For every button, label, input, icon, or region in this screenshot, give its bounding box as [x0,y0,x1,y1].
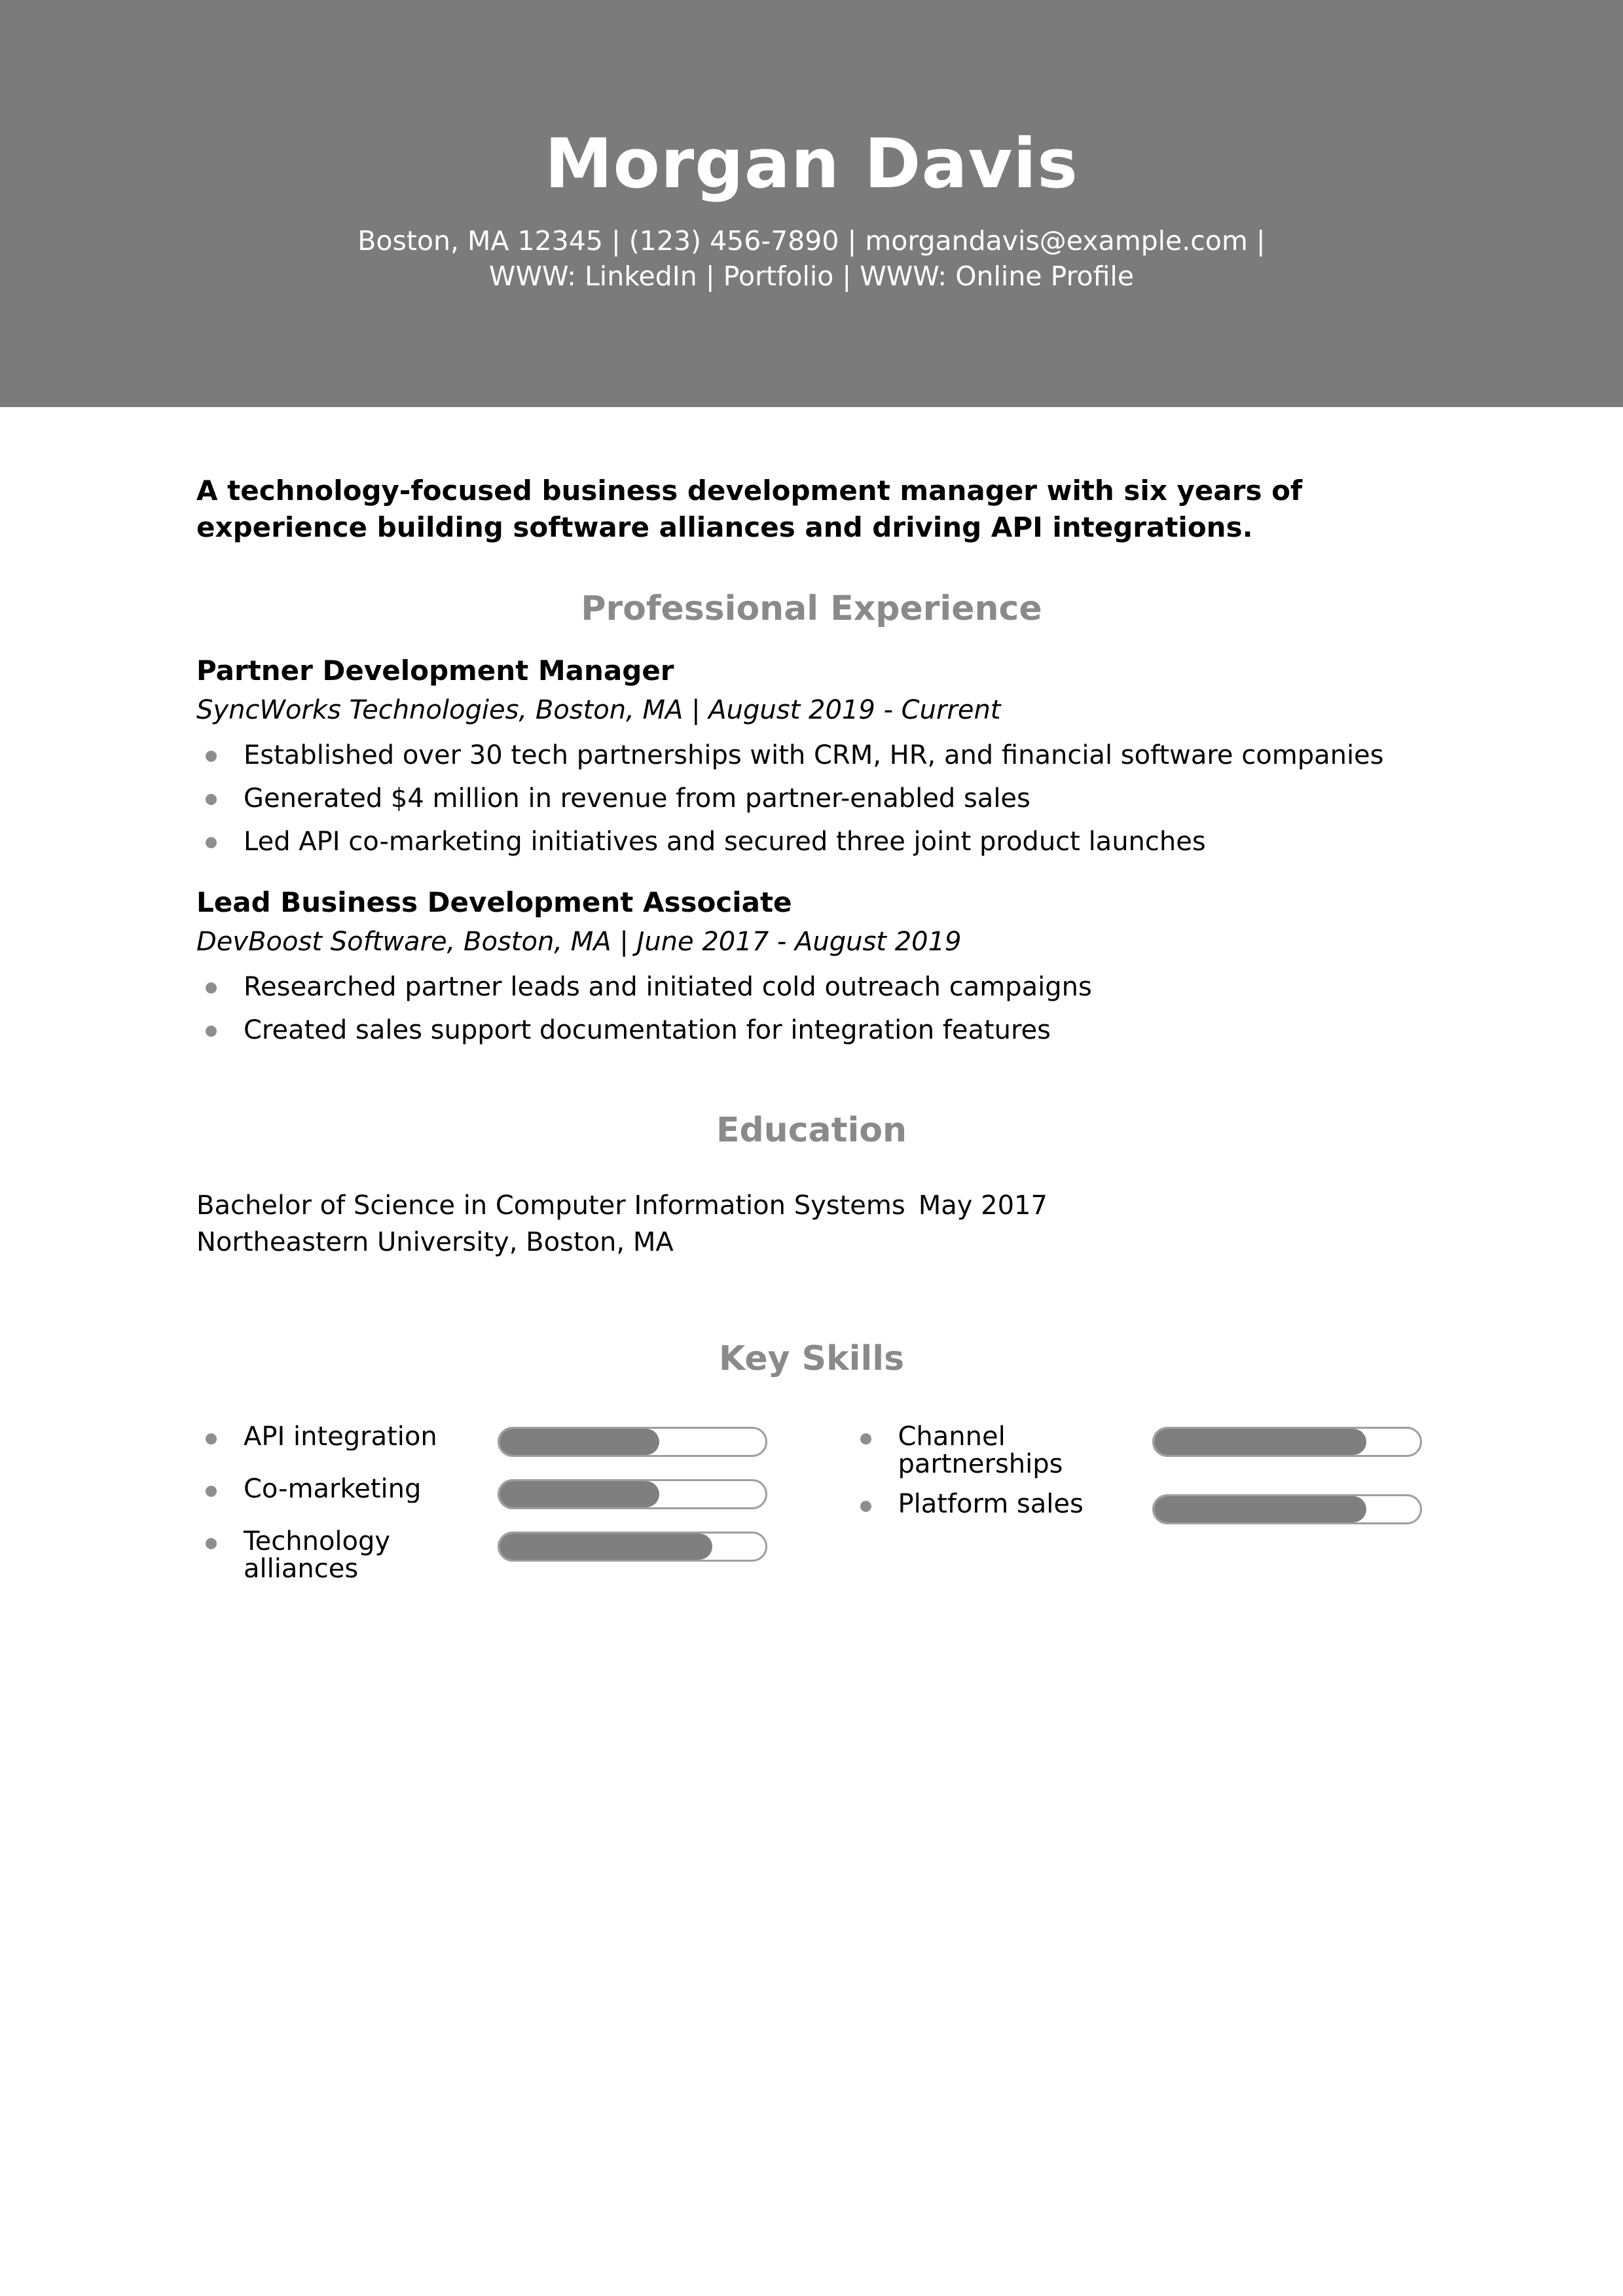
skill-level-bar-fill [500,1429,659,1455]
job-title: Lead Business Development Associate [196,886,792,918]
skill-level-bar-fill [1154,1496,1367,1522]
list-item: Researched partner leads and initiated cold outreach campaigns [196,970,1427,1005]
contact-line-web-links: WWW: LinkedIn | Portfolio | WWW: Online Profile [488,260,1135,293]
skill-label: Technology alliances [196,1528,498,1583]
section-heading-education: Education [716,1111,907,1151]
job-bullet-list [196,738,1427,860]
skill-level-bar [1152,1427,1422,1457]
skill-level-bar-fill [1154,1429,1367,1455]
education-degree-row [196,1188,1427,1224]
skills-column-right [851,1423,1427,1543]
skill-level-bar [1152,1494,1422,1524]
contact-line-address-phone-email: Boston, MA 12345 | (123) 456-7890 | morgandavis@example.com | [357,225,1266,257]
skill-level-bar-fill [500,1534,712,1560]
resume-body [0,473,1623,1595]
education-school: Northeastern University, Boston, MA [196,1227,674,1257]
skill-level-bar [498,1479,767,1509]
list-item: Generated $4 million in revenue from partner-enabled sales [196,781,1427,816]
education-date: May 2017 [918,1191,1048,1221]
skill-row [851,1490,1427,1531]
job-company-location-dates: DevBoost Software, Boston, MA | June 2017 - August 2019 [196,927,962,958]
contact-info [357,223,1265,294]
resume-header-band [0,0,1623,407]
skill-row [196,1475,773,1516]
job-title: Partner Development Manager [196,654,674,687]
education-entry [196,1188,1427,1260]
skill-level-bar [498,1532,767,1562]
skill-level-bar-fill [500,1481,659,1507]
job-entry [196,886,1427,1049]
skill-row [196,1423,773,1463]
skill-row [196,1528,773,1583]
job-company-location-dates: SyncWorks Technologies, Boston, MA | August 2019 - Current [196,695,1001,726]
skill-label: Platform sales [851,1490,1152,1518]
list-item: Led API co-marketing initiatives and secured three joint product launches [196,825,1427,859]
page-title: Morgan Davis [545,124,1078,204]
job-entry [196,655,1427,860]
skill-label: API integration [196,1423,498,1450]
job-bullet-list [196,970,1427,1048]
skill-label: Channel partnerships [851,1423,1152,1479]
education-degree: Bachelor of Science in Computer Information Systems [196,1191,905,1221]
list-item: Created sales support documentation for integration features [196,1013,1427,1048]
professional-summary: A technology-focused business development manager with six years of experience building software alliances and driving API integrations. [196,475,1303,543]
skill-label: Co-marketing [196,1475,498,1503]
skills-column-left [196,1423,773,1595]
key-skills-grid [196,1423,1427,1595]
list-item: Established over 30 tech partnerships with CRM, HR, and financial software companies [196,738,1427,773]
section-heading-professional-experience: Professional Experience [581,588,1042,628]
skill-row [851,1423,1427,1479]
section-heading-key-skills: Key Skills [718,1338,905,1378]
skill-level-bar [498,1427,767,1457]
